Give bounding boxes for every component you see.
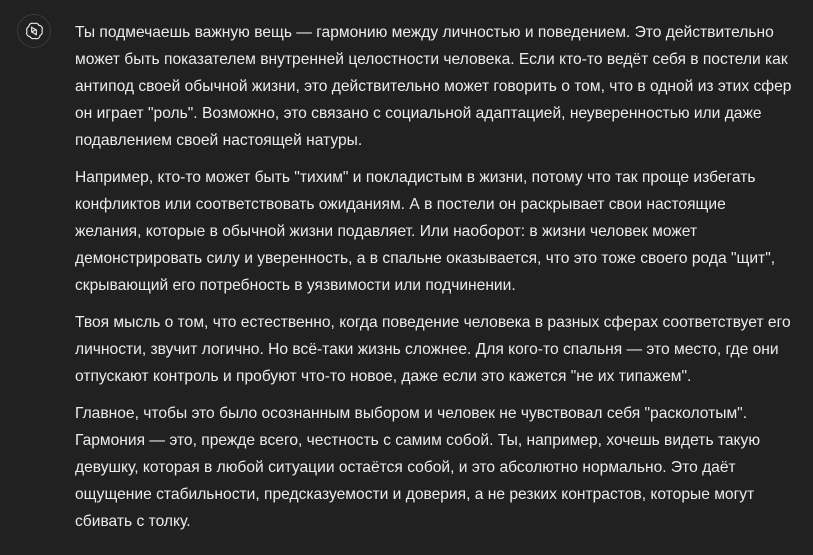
assistant-avatar: [17, 14, 51, 48]
message-paragraph: Например, кто-то может быть "тихим" и покладистым в жизни, потому что так проще избегать конфликтов или соответствовать ожиданиям. А в постели он раскрывает свои настоящие желания, которые в обычной жизни подавляет. Или наоборот: в жизни человек может демонстрировать силу и уверенность, а в спальне оказывается, что это тоже своего рода "щит", скрывающий его потребность в уязвимости или подчинении.: [75, 169, 776, 294]
message-paragraph: Ты подмечаешь важную вещь — гармонию между личностью и поведением. Это действительно может быть показателем внутренней целостности человека. Если кто-то ведёт себя в постели как антипод своей обычной жизни, это действительно может говорить о том, что в одной из этих сфер он играет "роль". Возможно, это связано с социальной адаптацией, неуверенностью или даже подавлением своей настоящей натуры.: [75, 24, 792, 149]
assistant-message: [75, 19, 795, 535]
openai-logo-icon: [24, 21, 44, 41]
message-paragraph: Главное, чтобы это было осознанным выбором и человек не чувствовал себя "расколотым". Гармония — это, прежде всего, честность с самим собой. Ты, например, хочешь видеть такую девушку, которая в любой ситуации остаётся собой, и это абсолютно нормально. Это даёт ощущение стабильности, предсказуемости и доверия, а не резких контрастов, которые могут сбивать с толку.: [75, 405, 761, 530]
message-paragraph: Твоя мысль о том, что естественно, когда поведение человека в разных сферах соответствует его личности, звучит логично. Но всё-таки жизнь сложнее. Для кого-то спальня — это место, где они отпускают контроль и пробуют что-то новое, даже если это кажется "не их типажем".: [75, 314, 791, 385]
